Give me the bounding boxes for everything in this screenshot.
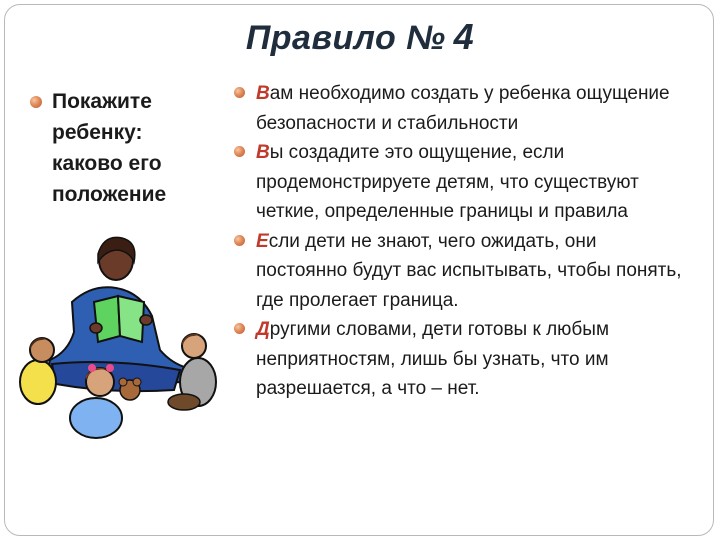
bullet-text: ы создадите это ощущение, если продемонстрируете детям, что существуют четкие, определенные границы и правила [256, 142, 639, 222]
title-text: Правило № [245, 19, 446, 57]
left-bullet [28, 86, 208, 210]
slide-title [0, 16, 720, 58]
left-column [28, 86, 208, 210]
bullet-text: ругими словами, дети готовы к любым неприятностям, лишь бы узнать, что им разрешается, а что – нет. [256, 319, 610, 399]
bullet-dot-icon [234, 146, 245, 157]
bullet-first-letter: Д [256, 319, 270, 340]
bullet-first-letter: В [256, 83, 270, 104]
bullet-dot-icon [30, 96, 42, 108]
title-number: 4 [453, 16, 475, 57]
bullet-text: сли дети не знают, чего ожидать, они постоянно будут вас испытывать, чтобы понять, где пролегает граница. [256, 230, 682, 311]
bullet-item [234, 227, 686, 316]
right-column [234, 79, 686, 404]
bullet-item [234, 138, 686, 227]
bullet-item [234, 79, 686, 138]
left-bullet-text: Покажите ребенку: каково его положение [52, 90, 167, 206]
bullet-item [234, 315, 686, 404]
bullet-first-letter: Е [256, 230, 269, 252]
bullet-dot-icon [234, 323, 245, 334]
bullet-text: ам необходимо создать у ребенка ощущение безопасности и стабильности [256, 83, 670, 134]
bullet-dot-icon [234, 235, 245, 246]
bullet-first-letter: В [256, 142, 270, 163]
bullet-dot-icon [234, 87, 245, 98]
teacher-reading-illustration-icon [12, 232, 222, 442]
